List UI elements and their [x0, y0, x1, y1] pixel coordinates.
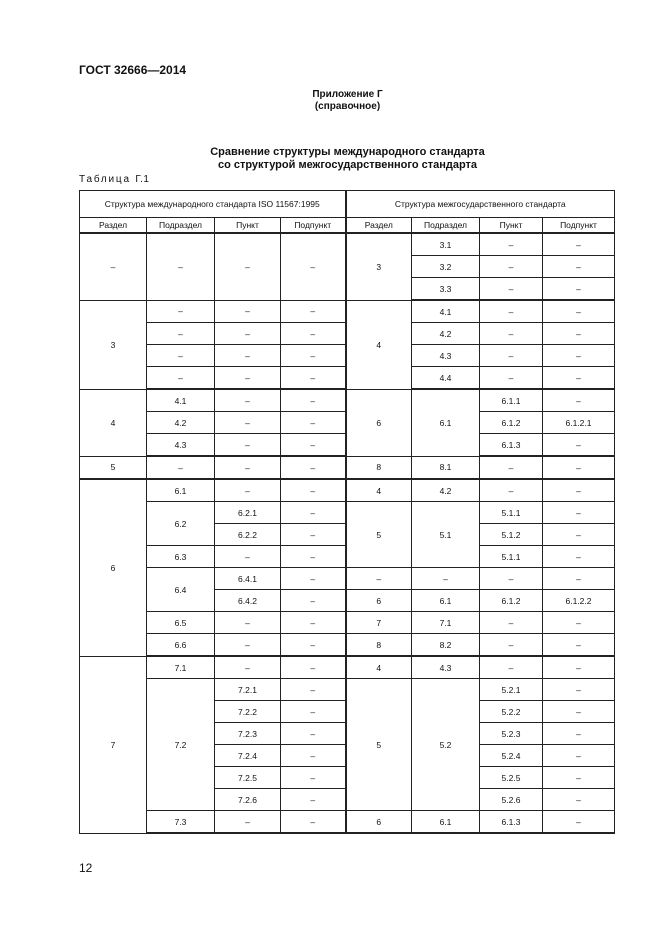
- table-cell: –: [281, 789, 346, 811]
- table-cell: 7.2: [147, 679, 215, 811]
- table-cell: 7: [80, 656, 147, 833]
- header-international-structure: Структура международного стандарта ISO 11567:1995: [80, 191, 346, 218]
- table-cell: 7.1: [412, 612, 480, 634]
- table-cell: –: [480, 568, 543, 590]
- table-cell: –: [281, 233, 346, 300]
- document-title-line-1: Сравнение структуры международного стандарта: [210, 146, 485, 158]
- column-header: Пункт: [215, 218, 281, 234]
- table-cell: –: [346, 568, 412, 590]
- table-cell: –: [281, 456, 346, 479]
- header-interstate-structure: Структура межгосударственного стандарта: [346, 191, 615, 218]
- table-cell: –: [543, 767, 615, 789]
- table-cell: 4.2: [412, 479, 480, 502]
- table-cell: 6.1: [412, 590, 480, 612]
- table-cell: 6.2: [147, 502, 215, 546]
- table-cell: 5.2: [412, 679, 480, 811]
- table-cell: –: [215, 233, 281, 300]
- table-cell: 4.1: [412, 300, 480, 323]
- table-cell: –: [281, 300, 346, 323]
- table-cell: –: [543, 434, 615, 457]
- table-cell: 7.2.2: [215, 701, 281, 723]
- table-cell: 4.2: [412, 323, 480, 345]
- table-cell: 4: [346, 656, 412, 679]
- table-cell: –: [147, 233, 215, 300]
- table-row: [80, 389, 615, 412]
- table-cell: –: [80, 233, 147, 300]
- table-cell: –: [543, 367, 615, 390]
- table-cell: –: [480, 278, 543, 301]
- table-cell: –: [215, 367, 281, 390]
- table-cell: 4.3: [147, 434, 215, 457]
- table-cell: 4.3: [412, 345, 480, 367]
- table-cell: –: [543, 568, 615, 590]
- table-row: [80, 233, 615, 256]
- table-cell: –: [215, 434, 281, 457]
- table-cell: 6.1.2: [480, 412, 543, 434]
- table-cell: –: [215, 412, 281, 434]
- table-cell: –: [543, 679, 615, 701]
- table-cell: 5.2.1: [480, 679, 543, 701]
- column-header: Подраздел: [412, 218, 480, 234]
- table-cell: –: [215, 656, 281, 679]
- table-cell: 8.2: [412, 634, 480, 657]
- table-cell: –: [480, 612, 543, 634]
- table-cell: 5.1: [412, 502, 480, 568]
- table-cell: 7: [346, 612, 412, 634]
- table-row: [80, 300, 615, 323]
- table-cell: –: [543, 789, 615, 811]
- table-cell: –: [281, 811, 346, 834]
- table-cell: 4.2: [147, 412, 215, 434]
- table-cell: –: [480, 367, 543, 390]
- table-cell: –: [281, 546, 346, 568]
- table-cell: –: [215, 612, 281, 634]
- table-cell: –: [215, 300, 281, 323]
- table-cell: –: [543, 479, 615, 502]
- comparison-table: [79, 190, 615, 834]
- table-cell: 6.1: [147, 479, 215, 502]
- table-row: [80, 456, 615, 479]
- table-cell: 6.4.1: [215, 568, 281, 590]
- table-cell: –: [543, 701, 615, 723]
- document-title-line-2: со структурой межгосударственного стандарта: [217, 159, 478, 171]
- table-cell: –: [543, 278, 615, 301]
- table-caption-number: Г.1: [135, 174, 150, 185]
- table-cell: 7.2.3: [215, 723, 281, 745]
- table-row: [80, 634, 615, 657]
- page-number: 12: [79, 861, 93, 875]
- table-cell: –: [543, 723, 615, 745]
- table-cell: 6.6: [147, 634, 215, 657]
- table-cell: 8.1: [412, 456, 480, 479]
- table-cell: 4.3: [412, 656, 480, 679]
- table-caption-label: Таблица: [79, 174, 131, 185]
- table-cell: 3.3: [412, 278, 480, 301]
- table-cell: 7.2.4: [215, 745, 281, 767]
- table-cell: 7.2.6: [215, 789, 281, 811]
- table-cell: 6: [346, 389, 412, 456]
- table-cell: 5.2.5: [480, 767, 543, 789]
- table-cell: –: [281, 723, 346, 745]
- table-cell: –: [480, 479, 543, 502]
- table-cell: 8: [346, 456, 412, 479]
- table-cell: 6.1.3: [480, 434, 543, 457]
- table-cell: –: [281, 634, 346, 657]
- table-row: [80, 502, 615, 524]
- table-cell: 6: [346, 811, 412, 834]
- table-cell: 4: [346, 300, 412, 389]
- table-cell: 7.1: [147, 656, 215, 679]
- table-cell: –: [215, 479, 281, 502]
- table-cell: –: [215, 546, 281, 568]
- table-cell: –: [543, 456, 615, 479]
- table-cell: –: [147, 345, 215, 367]
- table-cell: –: [147, 456, 215, 479]
- table-cell: 4.1: [147, 389, 215, 412]
- table-cell: 7.2.5: [215, 767, 281, 789]
- table-cell: –: [281, 323, 346, 345]
- table-cell: –: [543, 634, 615, 657]
- table-row: [80, 612, 615, 634]
- table-row: [80, 811, 615, 834]
- table-cell: 6.1.1: [480, 389, 543, 412]
- column-header: Пункт: [480, 218, 543, 234]
- table-cell: –: [480, 323, 543, 345]
- table-cell: –: [543, 546, 615, 568]
- table-cell: –: [215, 456, 281, 479]
- table-cell: 3.2: [412, 256, 480, 278]
- table-cell: 5: [80, 456, 147, 479]
- table-caption: [79, 174, 149, 185]
- table-cell: –: [412, 568, 480, 590]
- table-cell: –: [281, 590, 346, 612]
- table-cell: 6.2.2: [215, 524, 281, 546]
- table-cell: 6.4.2: [215, 590, 281, 612]
- table-cell: 6.1: [412, 389, 480, 456]
- table-cell: –: [215, 323, 281, 345]
- annex-heading: [0, 89, 661, 113]
- table-cell: –: [480, 656, 543, 679]
- table-cell: 6.1: [412, 811, 480, 834]
- table-cell: –: [480, 300, 543, 323]
- table-cell: 5.2.4: [480, 745, 543, 767]
- table-cell: –: [543, 811, 615, 834]
- table-cell: –: [281, 656, 346, 679]
- annex-title: Приложение Г: [312, 89, 383, 100]
- table-cell: 5: [346, 679, 412, 811]
- table-cell: –: [281, 679, 346, 701]
- table-cell: –: [543, 345, 615, 367]
- standard-code: ГОСТ 32666—2014: [79, 63, 187, 77]
- table-cell: –: [543, 745, 615, 767]
- table-cell: –: [281, 345, 346, 367]
- table-cell: 7.3: [147, 811, 215, 834]
- table-cell: 5.2.6: [480, 789, 543, 811]
- table-cell: –: [281, 701, 346, 723]
- table-cell: 6.1.2.1: [543, 412, 615, 434]
- column-header: Раздел: [346, 218, 412, 234]
- table-cell: –: [543, 612, 615, 634]
- table-cell: 5.1.1: [480, 502, 543, 524]
- table-cell: 6.1.3: [480, 811, 543, 834]
- table-cell: 6: [80, 479, 147, 656]
- table-cell: –: [215, 634, 281, 657]
- table-cell: –: [543, 656, 615, 679]
- table-cell: –: [281, 524, 346, 546]
- table-cell: 5.2.3: [480, 723, 543, 745]
- table-cell: –: [281, 389, 346, 412]
- table-cell: –: [543, 389, 615, 412]
- table-row: [80, 568, 615, 590]
- table-cell: 5: [346, 502, 412, 568]
- table-cell: 4: [80, 389, 147, 456]
- table-cell: 6.5: [147, 612, 215, 634]
- table-cell: –: [215, 389, 281, 412]
- table-cell: –: [480, 233, 543, 256]
- table-cell: –: [281, 612, 346, 634]
- table-cell: 3.1: [412, 233, 480, 256]
- table-cell: –: [147, 323, 215, 345]
- table-cell: 6.1.2: [480, 590, 543, 612]
- table-cell: –: [281, 568, 346, 590]
- table-cell: 5.1.1: [480, 546, 543, 568]
- table-cell: –: [480, 456, 543, 479]
- table-cell: –: [281, 367, 346, 390]
- column-header: Раздел: [80, 218, 147, 234]
- table-row: [80, 679, 615, 701]
- table-cell: –: [281, 502, 346, 524]
- table-cell: –: [543, 233, 615, 256]
- column-header: Подпункт: [543, 218, 615, 234]
- table-cell: –: [543, 524, 615, 546]
- table-cell: 8: [346, 634, 412, 657]
- table-cell: –: [543, 256, 615, 278]
- table-cell: 6.2.1: [215, 502, 281, 524]
- table-cell: –: [215, 345, 281, 367]
- table-row: [80, 479, 615, 502]
- table-cell: –: [543, 300, 615, 323]
- table-cell: –: [281, 412, 346, 434]
- table-cell: –: [147, 300, 215, 323]
- column-header: Подраздел: [147, 218, 215, 234]
- table-cell: –: [281, 479, 346, 502]
- table-cell: –: [281, 745, 346, 767]
- document-title: [0, 146, 661, 172]
- table-cell: –: [281, 767, 346, 789]
- table-cell: –: [147, 367, 215, 390]
- table-cell: 7.2.1: [215, 679, 281, 701]
- table-cell: 6.3: [147, 546, 215, 568]
- table-cell: 5.1.2: [480, 524, 543, 546]
- table-cell: –: [281, 434, 346, 457]
- annex-subtitle: (справочное): [314, 101, 381, 112]
- table-cell: –: [543, 323, 615, 345]
- table-cell: 4: [346, 479, 412, 502]
- table-cell: –: [215, 811, 281, 834]
- table-row: [80, 656, 615, 679]
- table-cell: 5.2.2: [480, 701, 543, 723]
- table-cell: 6.4: [147, 568, 215, 612]
- table-cell: –: [543, 502, 615, 524]
- table-cell: 4.4: [412, 367, 480, 390]
- table-cell: –: [480, 345, 543, 367]
- column-header: Подпункт: [281, 218, 346, 234]
- table-cell: 3: [346, 233, 412, 300]
- table-cell: 6: [346, 590, 412, 612]
- table-cell: –: [480, 256, 543, 278]
- table-cell: –: [480, 634, 543, 657]
- table-cell: 3: [80, 300, 147, 389]
- table-cell: 6.1.2.2: [543, 590, 615, 612]
